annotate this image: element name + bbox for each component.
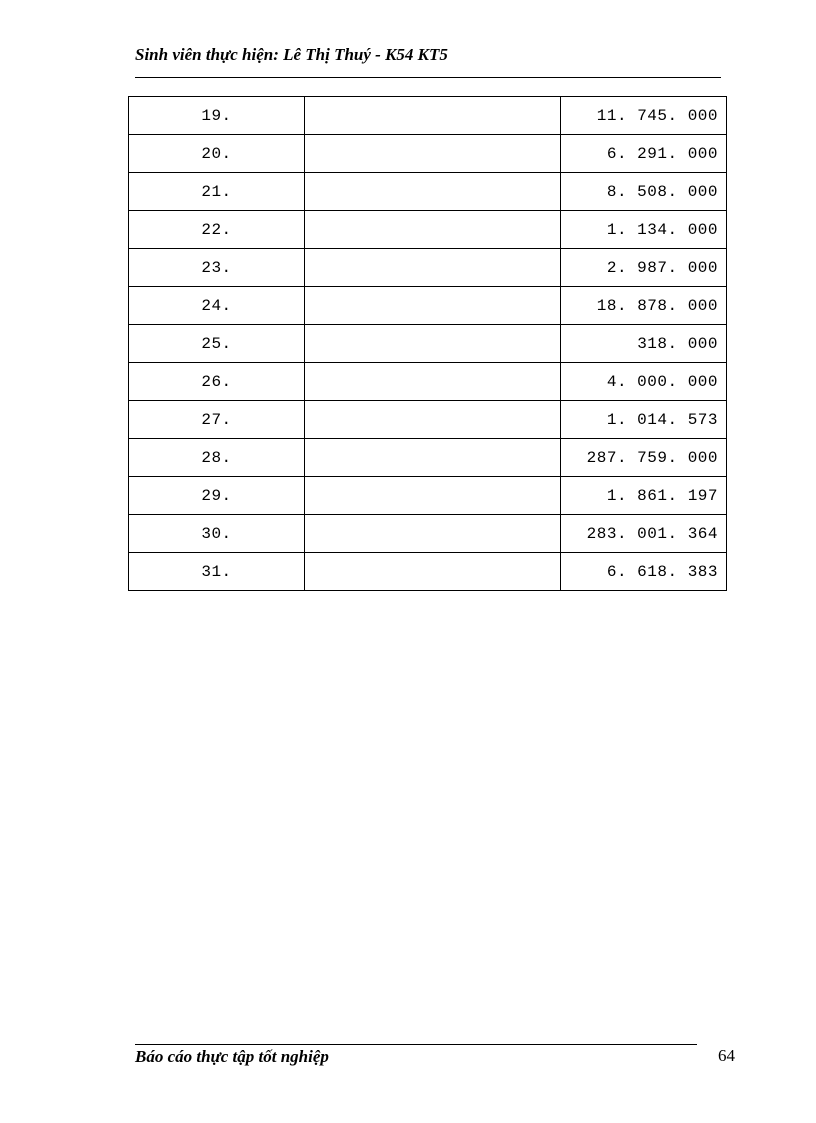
row-name (305, 97, 561, 135)
row-name (305, 173, 561, 211)
table-row (129, 439, 727, 477)
row-value: 287. 759. 000 (561, 439, 727, 477)
table-row (129, 363, 727, 401)
row-name (305, 553, 561, 591)
row-name (305, 401, 561, 439)
row-name (305, 211, 561, 249)
row-name (305, 249, 561, 287)
row-value: 8. 508. 000 (561, 173, 727, 211)
row-value: 2. 987. 000 (561, 249, 727, 287)
row-name (305, 325, 561, 363)
row-name (305, 477, 561, 515)
row-number: 24. (129, 287, 305, 325)
row-number: 23. (129, 249, 305, 287)
page-footer: Báo cáo thực tập tốt nghiệp (135, 1047, 329, 1066)
table-row (129, 249, 727, 287)
page-header: Sinh viên thực hiện: Lê Thị Thuý - K54 KT5 (135, 45, 448, 64)
row-value: 318. 000 (561, 325, 727, 363)
row-value: 4. 000. 000 (561, 363, 727, 401)
table-row (129, 173, 727, 211)
row-value: 6. 291. 000 (561, 135, 727, 173)
data-table (128, 96, 727, 591)
row-number: 31. (129, 553, 305, 591)
table-row (129, 325, 727, 363)
row-number: 30. (129, 515, 305, 553)
row-number: 22. (129, 211, 305, 249)
row-number: 21. (129, 173, 305, 211)
row-value: 1. 861. 197 (561, 477, 727, 515)
row-name (305, 363, 561, 401)
footer-divider (135, 1044, 697, 1045)
table-row (129, 553, 727, 591)
row-value: 1. 014. 573 (561, 401, 727, 439)
row-name (305, 439, 561, 477)
row-number: 20. (129, 135, 305, 173)
table-row (129, 477, 727, 515)
table-row (129, 97, 727, 135)
row-number: 19. (129, 97, 305, 135)
table-row (129, 211, 727, 249)
header-divider (135, 77, 721, 78)
row-number: 29. (129, 477, 305, 515)
row-number: 27. (129, 401, 305, 439)
row-name (305, 135, 561, 173)
row-value: 18. 878. 000 (561, 287, 727, 325)
row-number: 28. (129, 439, 305, 477)
row-value: 6. 618. 383 (561, 553, 727, 591)
row-value: 283. 001. 364 (561, 515, 727, 553)
row-number: 25. (129, 325, 305, 363)
row-number: 26. (129, 363, 305, 401)
row-name (305, 515, 561, 553)
row-value: 11. 745. 000 (561, 97, 727, 135)
table-row (129, 287, 727, 325)
row-name (305, 287, 561, 325)
page-number: 64 (718, 1046, 735, 1065)
table-row (129, 135, 727, 173)
row-value: 1. 134. 000 (561, 211, 727, 249)
table-row (129, 515, 727, 553)
table-row (129, 401, 727, 439)
